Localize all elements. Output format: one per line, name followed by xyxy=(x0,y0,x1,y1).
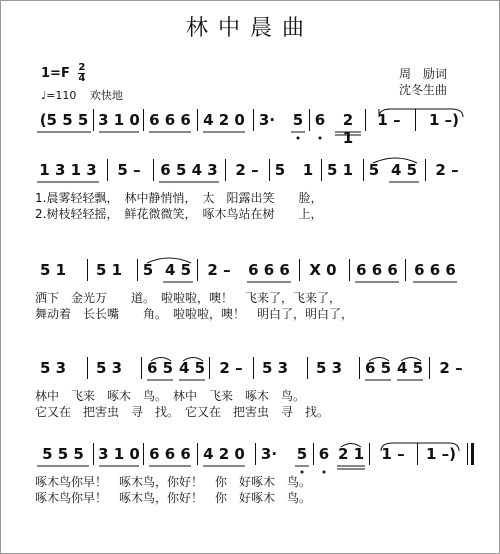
key-label: 1=F xyxy=(41,66,70,81)
lyrics-verse-1 xyxy=(1,473,499,489)
lyrics-verse-1 xyxy=(1,289,499,305)
note-group: 6 5 xyxy=(146,359,174,377)
lyric-line: 啄木鸟你早！ 啄木鸟，你好！ 你 好啄木 鸟。 xyxy=(35,491,312,505)
note-group: 5 1 xyxy=(39,261,67,279)
note-group: 5 3 xyxy=(315,359,343,377)
lyrics-verse-2 xyxy=(1,305,499,321)
score-row-4 xyxy=(1,441,499,523)
note-group: 2 1 xyxy=(337,445,365,463)
score-row-1 xyxy=(1,157,499,239)
lyrics-verse-2 xyxy=(1,205,499,221)
lyrics-verse-1 xyxy=(1,387,499,403)
note-group: 5 5 5 xyxy=(42,445,84,463)
note-group: 4 5 xyxy=(396,359,424,377)
note-group: 3· xyxy=(260,445,278,463)
lyric-line: 1.晨雾轻轻飘， 林中静悄悄， 太 阳露出笑 脸， xyxy=(35,191,323,205)
lyric-line: 它又在 把害虫 寻 找。 它又在 把害虫 寻 找。 xyxy=(35,405,330,419)
note-group: 6 xyxy=(318,445,330,463)
note-group: 4 2 0 xyxy=(203,445,245,463)
note-group: 4 5 xyxy=(164,261,192,279)
note-group: 6 5 4 3 xyxy=(160,161,218,179)
note-group: 4 5 xyxy=(390,161,418,179)
note-group: 1 – xyxy=(377,111,401,129)
lyric-line: 林中 飞来 啄木 鸟。 林中 飞来 啄木 鸟。 xyxy=(35,389,306,403)
tempo-line xyxy=(41,87,123,103)
note-group: 1 xyxy=(302,161,314,179)
note-group: 5 xyxy=(296,445,308,463)
note-group: 1 –) xyxy=(425,445,456,463)
note-group: 3 1 0 xyxy=(98,111,140,129)
lyric-line: 啄木鸟你早！ 啄木鸟，你好！ 你 好啄木 鸟。 xyxy=(35,475,312,489)
lyrics-verse-2 xyxy=(1,403,499,419)
note-group: 3· xyxy=(258,111,276,129)
note-group: 2 – xyxy=(439,359,463,377)
note-group: 5 xyxy=(368,161,380,179)
composer-credit: 沈冬生曲 xyxy=(399,83,448,97)
note-group: 4 2 0 xyxy=(203,111,245,129)
note-group: 6 6 6 xyxy=(248,261,290,279)
note-group: 1 –) xyxy=(428,111,459,129)
note-group: 6 6 6 xyxy=(356,261,398,279)
note-group: 6 6 6 xyxy=(414,261,456,279)
note-group: 2 – xyxy=(435,161,459,179)
time-signature-bottom: 4 xyxy=(78,73,86,84)
note-group: 5 xyxy=(292,111,304,129)
note-group: 1 3 1 3 xyxy=(39,161,97,179)
note-group: 6 6 6 xyxy=(149,445,191,463)
lyrics-verse-2 xyxy=(1,489,499,505)
score-row-3 xyxy=(1,355,499,437)
note-group: 4 5 xyxy=(178,359,206,377)
note-group: 5 1 xyxy=(95,261,123,279)
key-signature xyxy=(41,63,85,84)
note-group: (5 5 5 xyxy=(39,111,89,129)
note-group: 6 5 xyxy=(364,359,392,377)
note-group: 5 xyxy=(274,161,286,179)
note-group: 1 – xyxy=(381,445,405,463)
note-group: 5 – xyxy=(117,161,141,179)
note-group: 3 1 0 xyxy=(98,445,140,463)
lyric-line: 2.树枝轻轻摇， 鲜花微微笑， 啄木鸟站在树 上， xyxy=(35,207,323,221)
lyricist-credit: 周 励词 xyxy=(399,67,448,81)
tempo-mark: ♩=110 xyxy=(41,89,77,102)
note-group: 5 xyxy=(142,261,154,279)
note-group: 6 xyxy=(314,111,326,129)
note-group: 2 – xyxy=(235,161,259,179)
score-row-2 xyxy=(1,257,499,339)
note-group: 5 3 xyxy=(39,359,67,377)
lyric-line: 洒下 金光万 道。 啦啦啦，噢！ 飞来了，飞来了， xyxy=(35,291,342,305)
time-signature xyxy=(78,63,85,84)
note-group: 5 3 xyxy=(261,359,289,377)
note-group: 2 – xyxy=(219,359,243,377)
lyric-line: 舞动着 长长嘴 角。 啦啦啦，噢！ 明白了，明白了， xyxy=(35,307,354,321)
note-group: 2 – xyxy=(207,261,231,279)
song-title: 林中晨曲 xyxy=(185,16,314,41)
note-group: X 0 xyxy=(309,261,337,279)
time-signature-top: 2 xyxy=(78,62,86,73)
note-group: 5 1 xyxy=(326,161,354,179)
expression-mark: 欢快地 xyxy=(89,89,123,102)
notation-marks xyxy=(1,107,499,147)
note-group: 5 3 xyxy=(95,359,123,377)
note-group: 2 1 xyxy=(342,111,354,147)
lyrics-verse-1 xyxy=(1,189,499,205)
note-group: 6 6 6 xyxy=(149,111,191,129)
